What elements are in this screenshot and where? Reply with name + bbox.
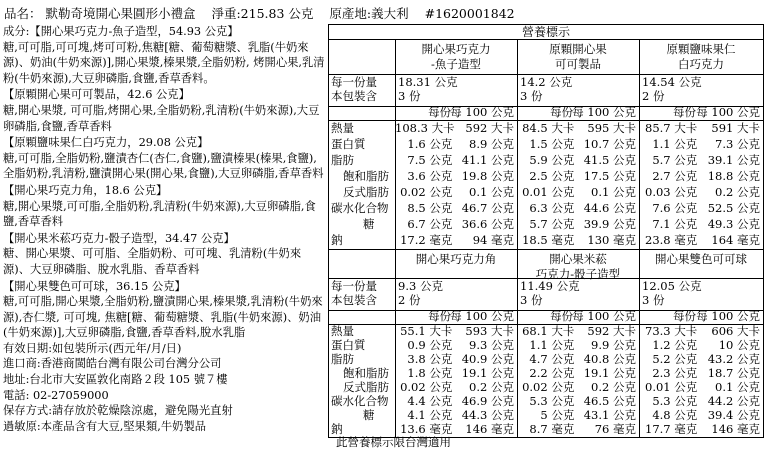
value-per-serving: 5.7 公克	[652, 152, 698, 167]
serving-size: 12.05 公克	[642, 279, 702, 293]
ingredient-text: 過敏原:本產品含有大豆,堅果類,牛奶製品	[3, 419, 207, 433]
value-per-100g: 10 公克	[718, 337, 760, 352]
value-per-serving: 5 公克	[540, 408, 575, 423]
value-per-serving: 4.8 公克	[652, 408, 698, 423]
serving-label: 本包裝含	[331, 293, 377, 307]
nutrition-facts	[328, 24, 764, 470]
value-per-100g: 9.9 公克	[591, 337, 636, 352]
product-name: 品名： 默勒奇境開心果圓形小禮盒	[4, 6, 196, 21]
value-per-100g: 49.3 公克	[707, 217, 760, 232]
nutrient-label: 蛋白質	[331, 337, 366, 352]
value-per-serving: 1.2 公克	[652, 337, 698, 352]
value-per-100g: 606 大卡	[711, 323, 760, 338]
value-per-100g: 146 毫克	[711, 422, 760, 437]
value-per-serving: 0.01 公克	[645, 380, 698, 395]
value-per-100g: 52.5 公克	[707, 201, 760, 216]
per-100g-header: 每 100 公克	[696, 105, 760, 119]
ingredient-text: 電話: 02-27059000	[3, 388, 109, 402]
ingredient-section-title: 【原顆開心果可可製品，42.6 公克】	[3, 88, 190, 102]
value-per-serving: 5.9 公克	[529, 152, 575, 167]
serving-size: 14.2 公克	[520, 75, 573, 89]
nutrient-label: 脂肪	[331, 152, 354, 167]
ingredient-text: 糖、開心果漿、可可脂、全脂奶粉、可可塊、乳清粉(牛奶來源)、大豆卵磷脂、脫水乳脂、香草香料	[3, 247, 302, 276]
product-column-title: 開心果巧克力	[421, 42, 491, 56]
value-per-100g: 19.8 公克	[461, 168, 514, 183]
nutrient-label: 反式脂肪	[343, 185, 389, 200]
value-per-serving: 6.3 公克	[529, 201, 575, 216]
value-per-100g: 19.1 公克	[583, 365, 636, 380]
value-per-100g: 41.1 公克	[461, 152, 514, 167]
value-per-100g: 39.1 公克	[707, 152, 760, 167]
ingredient-section-title: 【開心果米菘巧克力-骰子造型，34.47 公克】	[3, 231, 235, 245]
ingredient-section-title: 【開心果雙色可可球，36.15 公克】	[3, 279, 186, 293]
value-per-100g: 40.8 公克	[583, 351, 636, 366]
nutrient-label: 碳水化合物	[331, 394, 389, 409]
value-per-100g: 36.6 公克	[461, 217, 514, 232]
value-per-serving: 55.1 大卡	[400, 323, 453, 338]
value-per-serving: 5.3 公克	[529, 394, 575, 409]
net-weight: 淨重:215.83 公克	[211, 6, 314, 21]
ingredient-text: 糖,可可脂,開心果漿,全脂奶粉,鹽漬開心果,榛果漿,乳清粉(牛奶來源),杏仁漿, 可可塊, 焦糖[糖、葡萄糖漿、乳脂(牛奶來源)、奶油(牛奶來源)],大豆卵磷脂,食鹽,香草香料,脫水乳脂	[3, 295, 323, 340]
value-per-serving: 5.3 公克	[652, 394, 698, 409]
value-per-100g: 9.3 公克	[469, 337, 514, 352]
nutrition-panel	[328, 250, 764, 438]
value-per-serving: 1.1 公克	[652, 136, 698, 151]
value-per-serving: 0.02 公克	[400, 185, 453, 200]
value-per-100g: 0.1 公克	[469, 185, 514, 200]
value-per-serving: 7.5 公克	[407, 152, 453, 167]
value-per-serving: 2.7 公克	[652, 168, 698, 183]
ingredient-text: 糖,可可脂,可可塊,烤可可粉,焦糖[糖、葡萄糖漿、乳脂(牛奶來源)、奶油(牛奶來源)],開心果漿,榛果漿,全脂奶粉, 烤開心果,乳清粉(牛奶來源),大豆卵磷脂,食鹽,香草香料。	[3, 40, 325, 85]
product-column-title: 開心果巧克力角	[415, 252, 497, 266]
serving-count: 3 份	[520, 89, 543, 103]
per-serving-header: 每份	[428, 105, 452, 119]
nutrient-label: 熱量	[331, 120, 354, 135]
value-per-serving: 17.7 毫克	[645, 422, 698, 437]
product-column-title: 白巧克力	[678, 57, 724, 71]
value-per-100g: 591 大卡	[711, 120, 760, 135]
serving-count: 2 份	[398, 293, 421, 307]
per-serving-header: 每份	[428, 309, 452, 323]
value-per-100g: 593 大卡	[465, 323, 514, 338]
value-per-100g: 44.3 公克	[461, 408, 514, 423]
value-per-serving: 8.5 公克	[407, 201, 453, 216]
value-per-serving: 85.7 大卡	[645, 120, 698, 135]
nutrient-label: 蛋白質	[331, 136, 366, 151]
value-per-serving: 4.1 公克	[407, 408, 453, 423]
value-per-100g: 7.3 公克	[715, 136, 760, 151]
ingredient-text: 糖,開心果漿, 可可脂,烤開心果,全脂奶粉,乳清粉(牛奶來源),大豆卵磷脂,食鹽,香草香料	[3, 103, 320, 133]
nutrient-label: 反式脂肪	[343, 380, 389, 395]
serving-count: 3 份	[398, 89, 421, 103]
value-per-serving: 18.5 毫克	[522, 233, 575, 248]
value-per-100g: 76 毫克	[594, 422, 636, 437]
value-per-serving: 17.2 毫克	[400, 233, 453, 248]
per-serving-header: 每份	[550, 105, 574, 119]
value-per-serving: 1.8 公克	[407, 365, 453, 380]
ingredient-text: 保存方式:請存放於乾燥陰涼處，避免陽光直射	[3, 404, 233, 418]
per-100g-header: 每 100 公克	[450, 309, 514, 323]
serving-size: 9.3 公克	[398, 279, 443, 293]
value-per-100g: 164 毫克	[711, 233, 760, 248]
value-per-serving: 4.7 公克	[529, 351, 575, 366]
value-per-100g: 595 大卡	[587, 120, 636, 135]
ingredient-text: 糖,開心果漿,可可脂,全脂奶粉,乳清粉(牛奶來源),大豆卵磷脂,食鹽,香草香料	[3, 199, 316, 229]
nutrient-label: 飽和脂肪	[343, 365, 389, 380]
ingredient-text: 糖,可可脂,全脂奶粉,鹽漬杏仁(杏仁,食鹽),鹽漬榛果(榛果,食鹽),全脂奶粉,乳清粉,鹽漬開心果(開心果,食鹽),大豆卵磷脂,香草香料	[3, 151, 324, 181]
per-100g-header: 每 100 公克	[572, 105, 636, 119]
value-per-100g: 592 大卡	[587, 323, 636, 338]
value-per-100g: 18.7 公克	[707, 365, 760, 380]
value-per-100g: 146 毫克	[465, 422, 514, 437]
value-per-100g: 0.2 公克	[591, 380, 636, 395]
value-per-serving: 4.4 公克	[407, 394, 453, 409]
value-per-serving: 73.3 大卡	[645, 323, 698, 338]
product-column-title: 原顆鹽味果仁	[666, 42, 736, 56]
nutrition-panel	[328, 40, 764, 250]
serving-size: 18.31 公克	[398, 75, 458, 89]
ingredient-text: 地址:台北市大安區敦化南路２段 105 號７樓	[3, 373, 228, 387]
nutrition-footnote: 此營養標示限台灣適用	[336, 435, 451, 449]
product-code: #1620001842	[424, 6, 515, 21]
value-per-100g: 10.7 公克	[583, 136, 636, 151]
serving-label: 每一份量	[331, 75, 377, 89]
value-per-serving: 68.1 大卡	[522, 323, 575, 338]
value-per-serving: 8.7 毫克	[529, 422, 575, 437]
value-per-serving: 0.03 公克	[645, 185, 698, 200]
value-per-serving: 0.02 公克	[522, 380, 575, 395]
product-column-title: -魚子造型	[431, 57, 481, 71]
value-per-serving: 2.5 公克	[529, 168, 575, 183]
value-per-serving: 5.2 公克	[652, 351, 698, 366]
per-100g-header: 每 100 公克	[450, 105, 514, 119]
serving-size: 14.54 公克	[642, 75, 702, 89]
label-header	[4, 4, 764, 24]
value-per-serving: 2.3 公克	[652, 365, 698, 380]
value-per-serving: 3.8 公克	[407, 351, 453, 366]
ingredient-section-title: 【原顆鹽味果仁白巧克力，29.08 公克】	[3, 136, 209, 150]
value-per-100g: 0.1 公克	[715, 380, 760, 395]
value-per-serving: 3.6 公克	[407, 168, 453, 183]
ingredient-text: 進口商:香港商閩皓台灣有限公司台灣分公司	[3, 357, 222, 371]
value-per-100g: 0.2 公克	[469, 380, 514, 395]
value-per-100g: 0.1 公克	[591, 185, 636, 200]
serving-count: 2 份	[642, 89, 665, 103]
nutrient-label: 脂肪	[331, 351, 354, 366]
nutrient-label: 糖	[363, 217, 375, 232]
nutrient-label: 鈉	[331, 233, 343, 248]
value-per-100g: 0.2 公克	[715, 185, 760, 200]
value-per-100g: 130 毫克	[587, 233, 636, 248]
value-per-100g: 94 毫克	[472, 233, 514, 248]
product-column-title: 開心果米菘	[549, 252, 607, 266]
value-per-serving: 0.02 公克	[400, 380, 453, 395]
value-per-100g: 44.2 公克	[707, 394, 760, 409]
product-column-title: 開心果雙色可可球	[655, 252, 747, 266]
value-per-100g: 39.4 公克	[707, 408, 760, 423]
per-serving-header: 每份	[673, 309, 697, 323]
value-per-serving: 13.6 毫克	[400, 422, 453, 437]
value-per-serving: 108.3 大卡	[395, 120, 455, 135]
serving-count: 3 份	[642, 293, 665, 307]
value-per-100g: 46.9 公克	[461, 394, 514, 409]
serving-label: 每一份量	[331, 279, 377, 293]
per-serving-header: 每份	[550, 309, 574, 323]
value-per-100g: 17.5 公克	[583, 168, 636, 183]
country-of-origin: 原產地:義大利	[329, 6, 409, 21]
serving-label: 本包裝含	[331, 89, 377, 103]
ingredient-section-title: 【開心果巧克力角，18.6 公克】	[3, 183, 168, 197]
serving-count: 3 份	[520, 293, 543, 307]
value-per-serving: 1.1 公克	[529, 337, 575, 352]
per-100g-header: 每 100 公克	[696, 309, 760, 323]
value-per-serving: 1.5 公克	[529, 136, 575, 151]
serving-size: 11.49 公克	[520, 279, 580, 293]
product-column-title: 巧克力-骰子造型	[535, 267, 621, 281]
value-per-serving: 0.01 公克	[522, 185, 575, 200]
value-per-serving: 84.5 大卡	[522, 120, 575, 135]
nutrition-title: 營養標示	[328, 24, 764, 40]
value-per-100g: 19.1 公克	[461, 365, 514, 380]
value-per-100g: 18.8 公克	[707, 168, 760, 183]
product-column-title: 可可製品	[555, 57, 601, 71]
value-per-100g: 43.1 公克	[583, 408, 636, 423]
ingredient-text: 有效日期:如包裝所示(西元年/月/日)	[3, 341, 182, 355]
per-100g-header: 每 100 公克	[572, 309, 636, 323]
product-column-title: 原顆開心果	[549, 42, 607, 56]
nutrient-label: 飽和脂肪	[343, 168, 389, 183]
value-per-serving: 1.6 公克	[407, 136, 453, 151]
value-per-serving: 5.7 公克	[529, 217, 575, 232]
value-per-serving: 6.7 公克	[407, 217, 453, 232]
nutrient-label: 碳水化合物	[331, 201, 389, 216]
nutrient-label: 熱量	[331, 323, 354, 338]
value-per-serving: 2.2 公克	[529, 365, 575, 380]
value-per-serving: 7.1 公克	[652, 217, 698, 232]
nutrient-label: 糖	[363, 408, 375, 423]
value-per-100g: 40.9 公克	[461, 351, 514, 366]
value-per-serving: 7.6 公克	[652, 201, 698, 216]
per-serving-header: 每份	[673, 105, 697, 119]
value-per-100g: 46.5 公克	[583, 394, 636, 409]
value-per-serving: 0.9 公克	[407, 337, 453, 352]
value-per-100g: 46.7 公克	[461, 201, 514, 216]
value-per-100g: 592 大卡	[465, 120, 514, 135]
nutrient-label: 鈉	[331, 422, 343, 437]
value-per-100g: 41.5 公克	[583, 152, 636, 167]
ingredient-text: 成分:【開心果巧克力-魚子造型，54.93 公克】	[3, 25, 239, 38]
ingredients-block	[3, 24, 328, 470]
value-per-100g: 44.6 公克	[583, 201, 636, 216]
value-per-100g: 43.2 公克	[707, 351, 760, 366]
value-per-100g: 8.9 公克	[469, 136, 514, 151]
value-per-serving: 23.8 毫克	[645, 233, 698, 248]
value-per-100g: 39.9 公克	[583, 217, 636, 232]
